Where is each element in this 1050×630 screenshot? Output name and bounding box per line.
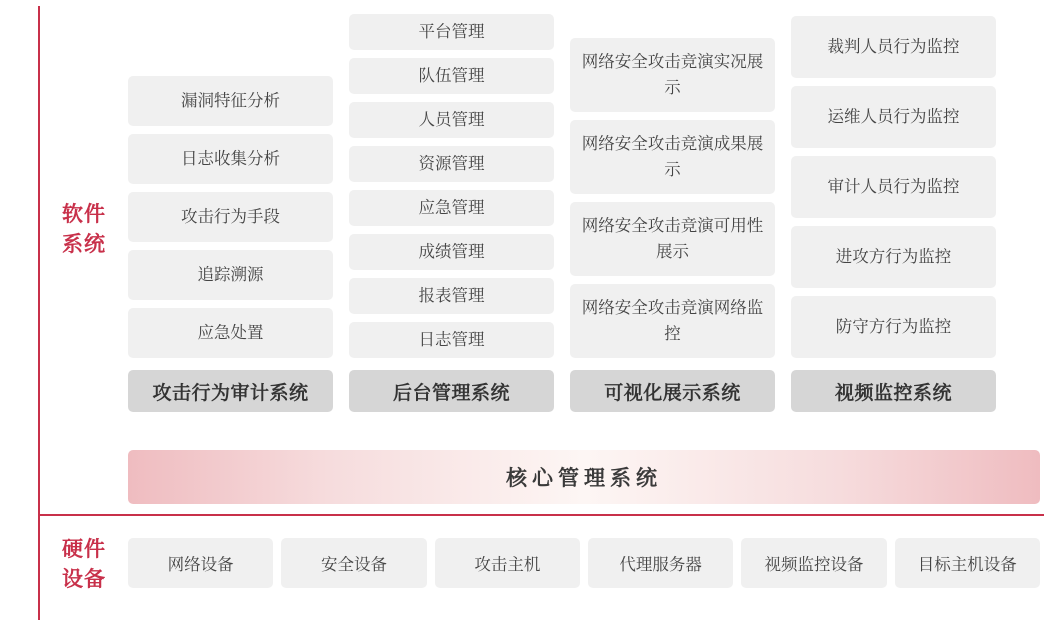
column-header-visualization-system[interactable]: 可视化展示系统 [570,370,775,412]
list-item[interactable]: 网络安全攻击竞演网络监控 [570,284,775,358]
list-item[interactable]: 资源管理 [349,146,554,182]
list-item[interactable]: 应急处置 [128,308,333,358]
core-management-system-bar[interactable]: 核心管理系统 [128,450,1040,504]
list-item[interactable]: 成绩管理 [349,234,554,270]
hardware-section-rail [38,516,40,620]
hardware-section-label-line1: 硬件 [62,538,106,561]
software-section-label-line1: 软件 [62,203,106,226]
list-item[interactable]: 网络设备 [128,538,273,588]
list-item[interactable]: 防守方行为监控 [791,296,996,358]
column-visualization-system [570,14,775,412]
column-video-surveillance-system [791,14,996,412]
list-item[interactable]: 攻击主机 [435,538,580,588]
list-item[interactable]: 网络安全攻击竞演可用性展示 [570,202,775,276]
list-item[interactable]: 裁判人员行为监控 [791,16,996,78]
software-columns [128,14,1040,412]
column-attack-audit-system [128,14,333,412]
list-item[interactable]: 漏洞特征分析 [128,76,333,126]
software-section-label-line2: 系统 [62,233,106,256]
list-item[interactable]: 日志收集分析 [128,134,333,184]
list-item[interactable]: 追踪溯源 [128,250,333,300]
list-item[interactable]: 应急管理 [349,190,554,226]
list-item[interactable]: 目标主机设备 [895,538,1040,588]
hardware-device-row [128,538,1040,588]
column-header-backend-management-system[interactable]: 后台管理系统 [349,370,554,412]
list-item[interactable]: 攻击行为手段 [128,192,333,242]
list-item[interactable]: 网络安全攻击竞演实况展示 [570,38,775,112]
list-item[interactable]: 队伍管理 [349,58,554,94]
list-item[interactable]: 日志管理 [349,322,554,358]
column-backend-management-system [349,14,554,412]
column-header-video-surveillance-system[interactable]: 视频监控系统 [791,370,996,412]
list-item[interactable]: 网络安全攻击竞演成果展示 [570,120,775,194]
list-item[interactable]: 运维人员行为监控 [791,86,996,148]
hardware-section-label-line2: 设备 [62,568,106,591]
list-item[interactable]: 报表管理 [349,278,554,314]
section-divider-rail [38,514,1044,516]
hardware-section-label [48,535,120,595]
list-item[interactable]: 视频监控设备 [741,538,886,588]
column-header-attack-audit-system[interactable]: 攻击行为审计系统 [128,370,333,412]
list-item[interactable]: 平台管理 [349,14,554,50]
software-section-label [48,200,120,260]
list-item[interactable]: 人员管理 [349,102,554,138]
list-item[interactable]: 代理服务器 [588,538,733,588]
list-item[interactable]: 进攻方行为监控 [791,226,996,288]
software-section-rail [38,6,40,514]
list-item[interactable]: 审计人员行为监控 [791,156,996,218]
list-item[interactable]: 安全设备 [281,538,426,588]
